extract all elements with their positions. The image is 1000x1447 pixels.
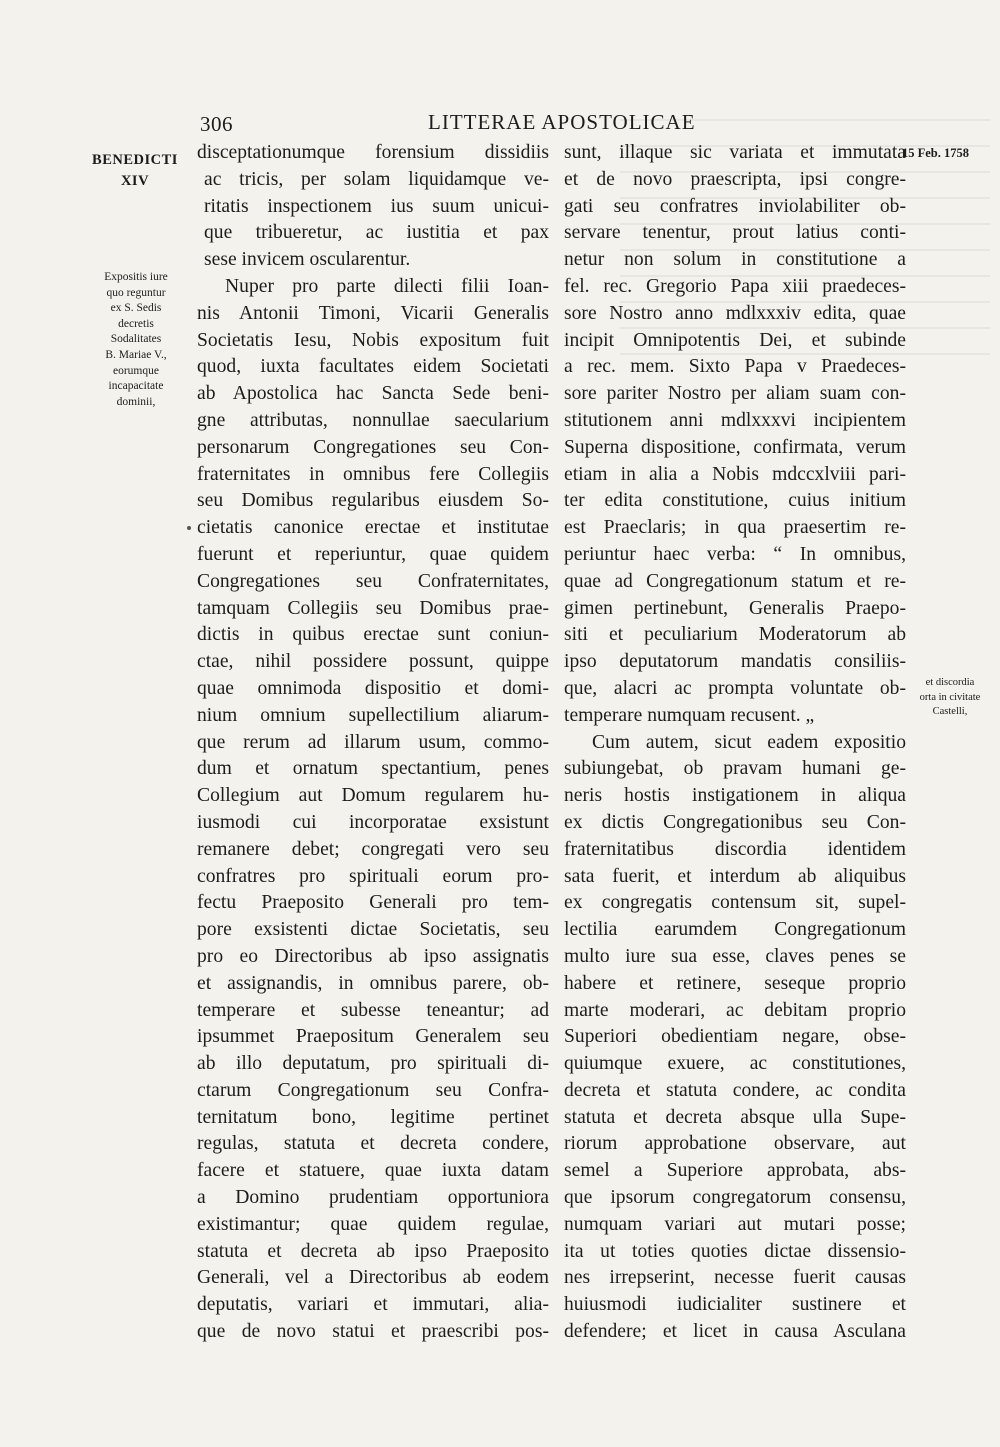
text-line: etiam in alia a Nobis mdccxlviii pari- [564,463,906,485]
text-line: fel. rec. Gregorio Papa xiii praedeces- [564,275,906,297]
text-line: existimantur; quae quidem regulae, [197,1213,549,1235]
text-line: gimen pertinebunt, Generalis Praepo- [564,597,906,619]
text-line: ab Apostolica hac Sancta Sede beni- [197,383,549,405]
text-line: quae omnimoda dispositio et domi- [197,677,549,699]
text-line: Cum autem, sicut eadem expositio [592,731,906,753]
text-line: lectilia earumdem Congregationum [564,919,906,941]
text-line: netur non solum in constitutione a [564,249,906,271]
text-line: nis Antonii Timoni, Vicarii Generalis [197,302,549,324]
text-line: servare tenentur, prout latius conti- [564,222,906,244]
margin-date: 15 Feb. 1758 [902,146,970,160]
text-line: decreta et statuta condere, ac condita [564,1079,906,1101]
margin-note-left [82,270,190,410]
text-line: deputatis, variari et immutari, alia- [197,1294,549,1316]
text-line: Societatis Iesu, Nobis expositum fuit [197,329,549,351]
text-column-left [197,140,549,1346]
text-line: ter edita constitutione, cuius initium [564,490,906,512]
text-line: ac tricis, per solam liquidamque ve- [204,168,549,190]
text-line: quiumque exuere, ac constitutiones, [564,1053,906,1075]
text-line: pro eo Directoribus ab ipso assignatis [197,945,549,967]
text-line: que tribueretur, ac iustitia et pax [204,222,549,244]
text-line: ab illo deputatum, pro spirituali di- [197,1053,549,1075]
text-line: seu Domibus regularibus eiusdem So- [197,490,549,512]
text-line: Collegium aut Domum regularem hu- [197,785,549,807]
text-line: defendere; et licet in causa Asculana [564,1321,906,1343]
text-line: fectu Praeposito Generali pro tem- [197,892,549,914]
text-line: que ipsorum congregatorum consensu, [564,1187,906,1209]
margin-note-line: orta in civitate [919,691,981,703]
text-line: ita ut toties quoties dictae dissensio- [564,1240,906,1262]
text-line: que rerum ad illarum usum, commo- [197,731,549,753]
text-line: sore pariter Nostro per aliam suam con- [564,383,906,405]
text-line: incipit Omnipotentis Dei, et subinde [564,329,906,351]
author-name: BENEDICTI [92,152,178,168]
text-line: marte moderari, ac debitam proprio [564,999,906,1021]
text-line: Superna dispositione, confirmata, verum [564,436,906,458]
text-line: periuntur haec verba: “ In omnibus, [564,543,906,565]
text-line: nium omnium supellectilium aliarum- [197,704,549,726]
margin-note-line: quo reguntur [106,286,166,299]
text-line: sese invicem oscularentur. [204,249,411,271]
running-title: LITTERAE APOSTOLICAE [428,110,696,134]
text-line: personarum Congregationes seu Con- [197,436,549,458]
text-line: ctae, nihil possidere possunt, quippe [197,651,549,673]
text-line: cietatis canonice erectae et institutae [197,517,549,539]
margin-note-line: ex S. Sedis [110,302,162,315]
text-line: ipsummet Praepositum Generalem seu [197,1026,549,1048]
margin-note-line: et discordia [925,677,975,688]
text-line: dictis in quibus erectae sunt coniun- [197,624,549,646]
margin-note-line: B. Mariae V., [105,348,167,361]
text-line: dum et ornatum spectantium, penes [197,758,549,780]
text-line: sore Nostro anno mdlxxxiv edita, quae [564,302,906,324]
text-line: fraternitates in omnibus fere Collegiis [197,463,549,485]
text-line: et de novo praescripta, ipsi congre- [564,168,906,190]
text-line: ex congregatis contensum sit, supel- [564,892,906,914]
text-line: quod, iuxta facultates eidem Societati [197,356,549,378]
text-line: sunt, illaque sic variata et immutata [564,142,906,163]
margin-note-line: decretis [118,317,154,330]
text-line: ritatis inspectionem ius suum unicui- [204,195,549,217]
text-line: nes irrepserint, necesse fuerit causas [564,1267,906,1289]
text-line: ipso deputatorum mandatis consiliis- [564,651,906,673]
margin-note-line: incapacitate [108,380,164,393]
text-line: fuerunt et reperiuntur, quae quidem [197,543,549,565]
margin-note-line: Sodalitates [110,333,162,346]
text-line: huiusmodi iudicialiter sustinere et [564,1294,906,1316]
text-line: Superiori obedientiam negare, obse- [564,1026,906,1048]
author-numeral: XIV [120,173,150,189]
text-line: riorum approbatione observare, aut [564,1133,906,1155]
margin-note-line: Expositis iure [104,271,168,283]
text-line: ex dictis Congregationibus seu Con- [564,811,906,833]
margin-note-line: eorumque [113,364,159,377]
text-line: siti et peculiarium Moderatorum ab [564,624,906,646]
ink-speck [187,526,191,530]
text-line: numquam variari aut mutari posse; [564,1213,906,1235]
text-line: pore exsistenti dictae Societatis, seu [197,919,549,941]
text-line: quae ad Congregationum statum et re- [564,570,906,592]
text-line: stitutionem anni mdlxxxvi incipientem [564,409,906,431]
text-line: disceptationumque forensium dissidiis [197,142,549,163]
margin-note-right [910,676,990,720]
text-line: neris hostis instigationem in aliqua [564,785,906,807]
text-line: semel a Superiore approbata, abs- [564,1160,906,1182]
text-line: ctarum Congregationum seu Confra- [197,1079,549,1101]
text-line: temperare et subesse teneantur; ad [197,999,549,1021]
margin-note-line: Castelli, [932,706,968,717]
text-line: gati seu confratres inviolabiliter ob- [564,195,906,217]
text-line: Generali, vel a Directoribus ab eodem [197,1267,549,1289]
text-line: iusmodi cui incorporatae exsistunt [197,811,549,833]
text-line: est Praeclaris; in qua praesertim re- [564,517,906,539]
text-line: gne attributas, nonnullae saecularium [197,409,549,431]
text-line: que, alacri ac prompta voluntate ob- [564,677,906,699]
text-line: confratres pro spirituali eorum pro- [197,865,549,887]
text-line: regulas, statuta et decreta condere, [197,1133,549,1155]
text-line: temperare numquam recusent. „ [564,704,815,726]
text-line: statuta et decreta absque ulla Supe- [564,1106,906,1128]
text-line: Congregationes seu Confraternitates, [197,570,549,592]
text-line: subiungebat, ob pravam humani ge- [564,758,906,780]
text-line: multo iure sua esse, claves penes se [564,945,906,967]
text-line: a rec. mem. Sixto Papa v Praedeces- [564,356,906,378]
text-column-right [564,140,906,1346]
text-line: que de novo statui et praescribi pos- [197,1321,549,1343]
text-line: sata fuerit, et interdum ab aliquibus [564,865,906,887]
margin-note-line: dominii, [116,395,156,408]
text-line: fraternitatibus discordia identidem [564,838,906,860]
text-line: et assignandis, in omnibus parere, ob- [197,972,549,994]
text-line: Nuper pro parte dilecti filii Ioan- [225,275,549,297]
text-line: tamquam Collegiis seu Domibus prae- [197,597,549,619]
text-line: habere et retinere, seseque proprio [564,972,906,994]
author-heading [80,150,190,192]
text-line: facere et statuere, quae iuxta datam [197,1160,549,1182]
page-number: 306 [200,112,233,136]
text-line: ternitatum bono, legitime pertinet [197,1106,549,1128]
text-line: remanere debet; congregati vero seu [197,838,549,860]
text-line: a Domino prudentiam opportuniora [197,1187,549,1209]
text-line: statuta et decreta ab ipso Praeposito [197,1240,549,1262]
